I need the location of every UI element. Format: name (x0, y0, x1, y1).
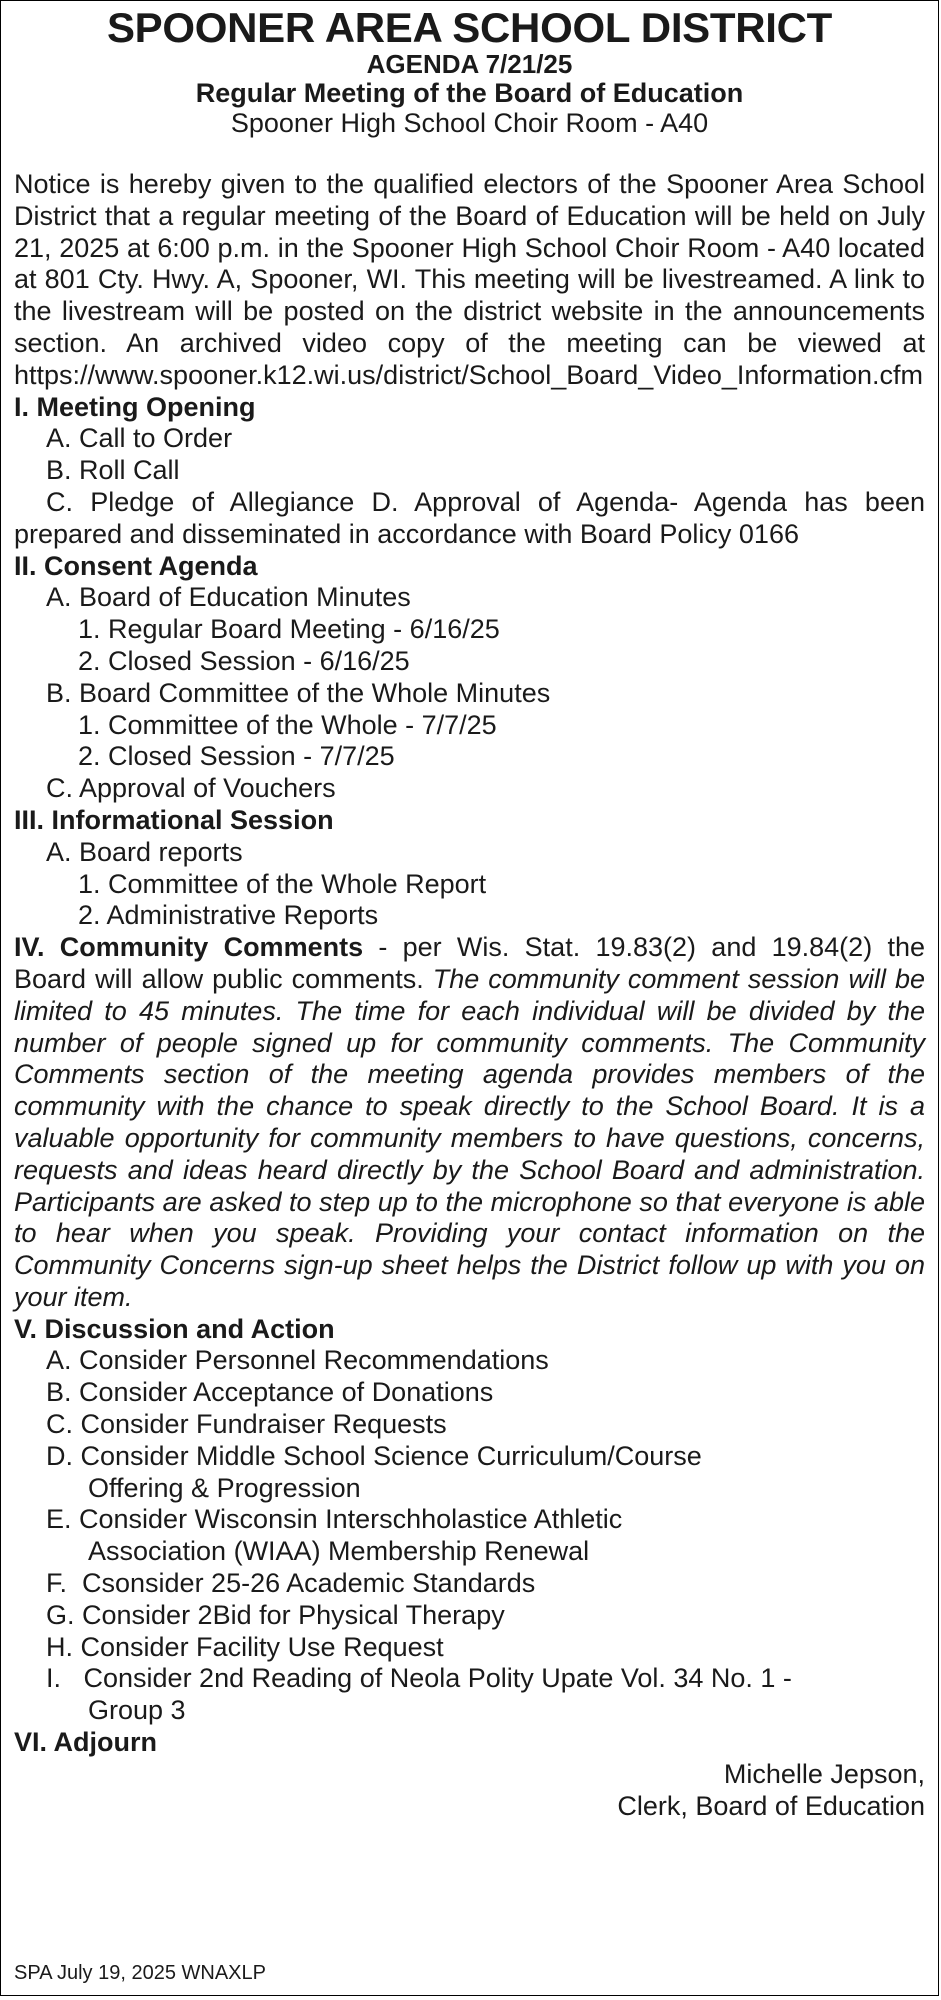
district-name: SPOONER AREA SCHOOL DISTRICT (106, 4, 833, 51)
community-comments-text: - per Wis. Stat. 19.83(2) and 19.84(2) the Board will allow public comments. (14, 932, 925, 994)
agenda-item: E. Consider Wisconsin Interschholastice Athletic (46, 1504, 623, 1535)
section-consent-agenda: II. Consent Agenda (14, 550, 258, 581)
section-discussion-action: V. Discussion and Action (14, 1313, 335, 1344)
community-comments-italic: The community comment session will be limited to 45 minutes. The time for each individual will be divided by the number of people signed up for community comments. The Community Comments section of the meeting agenda provides members of the community with the chance to speak directly to the School Board. It is a valuable opportunity for community members to have questions, concerns, requests and ideas heard directly by the School Board and administration. Participants are asked to step up to the microphone so that everyone is able to hear when you speak. Providing your contact information on the Community Concerns sign-up sheet helps the District follow up with you on your item. (14, 963, 925, 1312)
agenda-item: B. Roll Call (46, 455, 180, 486)
agenda-item-continued: Group 3 (88, 1695, 186, 1726)
agenda-item-continued: Offering & Progression (88, 1472, 361, 1503)
meeting-location: Spooner High School Choir Room - A40 (230, 108, 709, 138)
agenda-item-continued: Association (WIAA) Membership Renewal (88, 1536, 590, 1567)
agenda-subitem: 2. Closed Session - 6/16/25 (78, 645, 410, 676)
meeting-type: Regular Meeting of the Board of Education (195, 78, 744, 108)
notice-body (1, 169, 938, 1822)
agenda-item-text: C. Pledge of Allegiance D. Approval of Agenda- Agenda has been prepared and disseminated in accordance with Board Policy 0166 (14, 486, 925, 549)
agenda-item: G. Consider 2Bid for Physical Therapy (46, 1599, 505, 1630)
agenda-item: I. Consider 2nd Reading of Neola Polity Upate Vol. 34 No. 1 - (46, 1663, 792, 1694)
agenda-subitem: 1. Committee of the Whole Report (78, 868, 487, 899)
clerk-name: Michelle Jepson, (723, 1758, 925, 1789)
agenda-item: A. Consider Personnel Recommendations (46, 1345, 549, 1376)
agenda-date: AGENDA 7/21/25 (366, 49, 573, 79)
agenda-item: C. Consider Fundraiser Requests (46, 1409, 447, 1440)
section-informational-session: III. Informational Session (14, 804, 334, 835)
agenda-item: B. Consider Acceptance of Donations (46, 1377, 494, 1408)
clerk-signature (14, 1759, 925, 1823)
agenda-item: C. Approval of Vouchers (46, 773, 336, 804)
agenda-item: F. Csonsider 25-26 Academic Standards (46, 1568, 536, 1599)
section-adjourn: VI. Adjourn (14, 1727, 157, 1758)
publication-footer: SPA July 19, 2025 WNAXLP (14, 1962, 266, 1984)
agenda-subitem: 2. Administrative Reports (78, 900, 379, 931)
agenda-item: A. Board of Education Minutes (46, 582, 411, 613)
agenda-item: B. Board Committee of the Whole Minutes (46, 677, 551, 708)
agenda-item: A. Call to Order (46, 423, 233, 454)
section-community-comments (14, 932, 925, 1314)
notice-header (1, 6, 938, 138)
agenda-item (14, 487, 925, 551)
clerk-title: Clerk, Board of Education (617, 1790, 925, 1821)
agenda-item: D. Consider Middle School Science Curriculum/Course (46, 1440, 702, 1471)
agenda-subitem: 2. Closed Session - 7/7/25 (78, 741, 395, 772)
section-title: IV. Community Comments (14, 932, 364, 963)
agenda-subitem: 1. Regular Board Meeting - 6/16/25 (78, 614, 500, 645)
section-meeting-opening: I. Meeting Opening (14, 391, 256, 422)
notice-paragraph: Notice is hereby given to the qualified electors of the Spooner Area School District that a regular meeting of the Board of Education will be held on July 21, 2025 at 6:00 p.m. in the Spooner High School Choir Room - A40 located at 801 Cty. Hwy. A, Spooner, WI. This meeting will be livestreamed. A link to the livestream will be posted on the district website in the announcements section. An archived video copy of the meeting can be viewed at https://www.spooner.k12.wi.us/district/School_Board_Video_Information.cfm (14, 169, 925, 390)
agenda-subitem: 1. Committee of the Whole - 7/7/25 (78, 709, 497, 740)
agenda-item: A. Board reports (46, 836, 243, 867)
agenda-item: H. Consider Facility Use Request (46, 1631, 444, 1662)
